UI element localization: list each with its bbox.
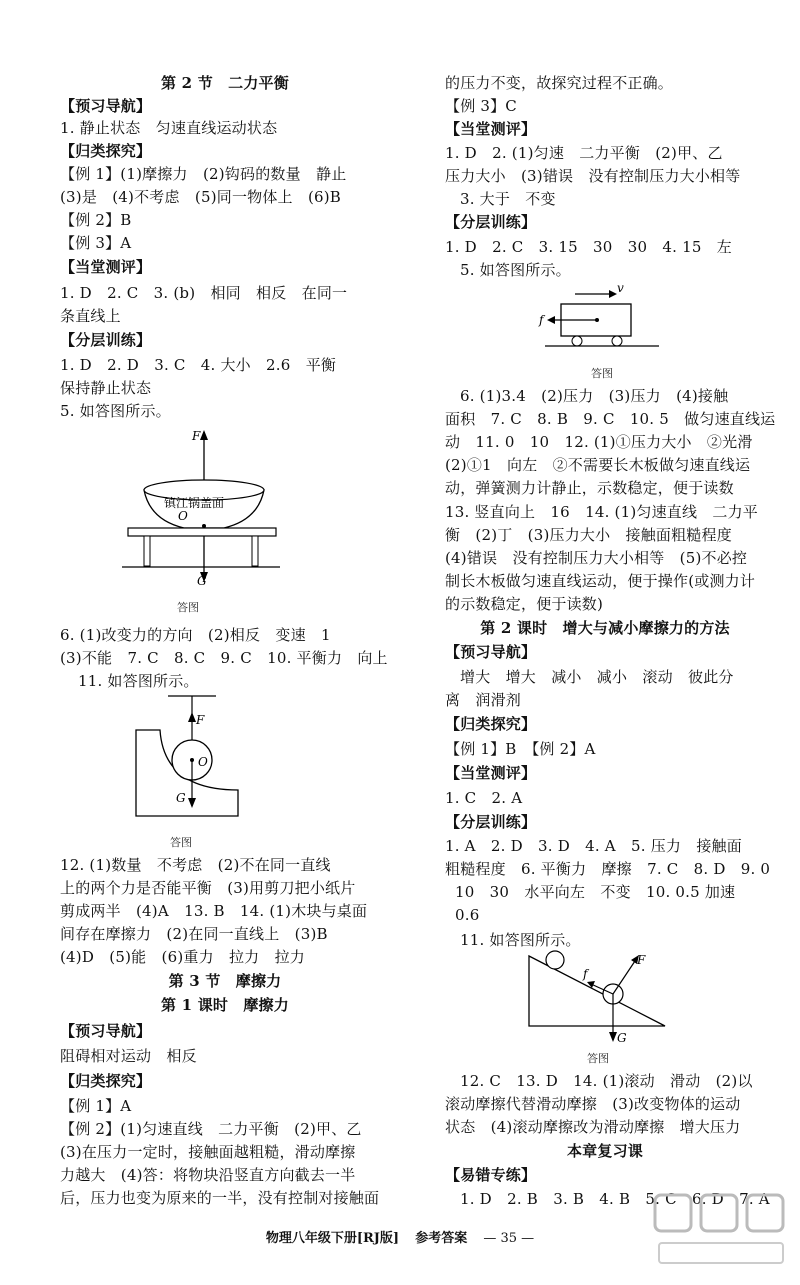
example-1-line-1: 【例 1】(1)摩擦力 (2)钩码的数量 静止	[60, 165, 347, 183]
friction-label-f: f	[583, 967, 588, 981]
answer-12-line-1: 12. (1)数量 不考虑 (2)不在同一直线	[60, 856, 331, 874]
friction-label-f: f	[539, 313, 544, 327]
explore-2-heading: 【归类探究】	[60, 1072, 152, 1090]
class-test-2-heading: 【当堂测评】	[445, 764, 537, 782]
lesson-2-title: 第 2 课时 增大与减小摩擦力的方法	[480, 619, 730, 637]
answer-11: 11. 如答图所示。	[460, 931, 581, 949]
preview-line-1: 增大 增大 减小 减小 滚动 彼此分	[460, 668, 734, 686]
figure-3-caption: 答图	[591, 367, 613, 380]
answer-6-line-4: (2)①1 向左 ②不需要长木板做匀速直线运	[445, 456, 751, 474]
answer-5: 5. 如答图所示。	[460, 261, 571, 279]
figure-2-caption: 答图	[170, 836, 192, 849]
answer-12-line-3: 剪成两半 (4)A 13. B 14. (1)木块与桌面	[60, 902, 368, 920]
figure-incline	[525, 950, 675, 1050]
answer-6-line-2: 面积 7. C 8. B 9. C 10. 5 做匀速直线运	[445, 410, 776, 428]
answer-13-line-4: 制长木板做匀速直线运动，便于操作(或测力计	[445, 572, 756, 590]
answer-13-line-1: 13. 竖直向上 16 14. (1)匀速直线 二力平	[445, 503, 758, 521]
error-heading: 【易错专练】	[445, 1166, 537, 1184]
layered-heading: 【分层训练】	[60, 331, 152, 349]
explore-heading: 【归类探究】	[445, 715, 537, 733]
preview-heading: 【预习导航】	[60, 97, 152, 115]
explore-heading: 【归类探究】	[60, 142, 152, 160]
review-title: 本章复习课	[566, 1142, 643, 1160]
figure-1-caption: 答图	[177, 601, 199, 614]
preview-line-2: 离 润滑剂	[445, 691, 522, 709]
example-2b-line-3: 力越大 (4)答：将物块沿竖直方向截去一半	[60, 1166, 356, 1184]
class-test-line-2: 压力大小 (3)错误 没有控制压力大小相等	[445, 167, 741, 185]
example-2b-line-1: 【例 2】(1)匀速直线 二力平衡 (2)甲、乙	[60, 1120, 362, 1138]
class-test-line-1: 1. D 2. C 3. (b) 相同 相反 在同一	[60, 284, 348, 302]
figure-4-caption: 答图	[587, 1052, 609, 1065]
preview-2-answer: 阻碍相对运动 相反	[60, 1047, 197, 1065]
answer-13-line-2: 衡 (2)丁 (3)压力大小 接触面粗糙程度	[445, 526, 732, 544]
layered-2-line-3: 10 30 水平向左 不变 10. 0.5 加速	[455, 883, 736, 901]
answer-6-line-5: 动，弹簧测力计静止，示数稳定，便于读数	[445, 479, 734, 497]
answer-5: 5. 如答图所示。	[60, 402, 171, 420]
force-label-f: F	[196, 713, 205, 727]
point-o-label: O	[198, 755, 208, 769]
velocity-label: v	[617, 281, 624, 295]
layered-heading: 【分层训练】	[445, 213, 537, 231]
gravity-label-g: G	[617, 1031, 627, 1045]
class-test-line-2: 条直线上	[60, 307, 121, 325]
footer-page-number: — 35 —	[483, 1231, 535, 1246]
answer-13-line-5: 的示数稳定，便于读数)	[445, 595, 604, 613]
example-3: 【例 3】A	[60, 234, 132, 252]
figure-cart	[535, 280, 665, 352]
preview-heading: 【预习导航】	[445, 643, 537, 661]
bowl-text: 镇江锅盖面	[164, 496, 225, 510]
continued-line: 的压力不变，故探究过程不正确。	[445, 74, 674, 92]
gravity-label-g: G	[197, 574, 207, 588]
footer-answers: 参考答案	[415, 1231, 468, 1246]
answer-6-line-1: 6. (1)改变力的方向 (2)相反 变速 1	[60, 626, 331, 644]
example-1-line-2: (3)是 (4)不考虑 (5)同一物体上 (6)B	[60, 188, 342, 206]
class-test-line-3: 3. 大于 不变	[460, 190, 556, 208]
answer-11: 11. 如答图所示。	[78, 672, 199, 690]
answer-12-line-5: (4)D (5)能 (6)重力 拉力 拉力	[60, 948, 305, 966]
class-test-heading: 【当堂测评】	[60, 258, 152, 276]
gravity-label-g: G	[176, 791, 186, 805]
class-test-2-line: 1. C 2. A	[445, 789, 523, 807]
answer-12-line-2: 上的两个力是否能平衡 (3)用剪刀把小纸片	[60, 879, 356, 897]
answer-12-line-2: 滚动摩擦代替滑动摩擦 (3)改变物体的运动	[445, 1095, 741, 1113]
answer-6-line-3: 动 11. 0 10 12. (1)①压力大小 ②光滑	[445, 433, 753, 451]
answer-6-line-2: (3)不能 7. C 8. C 9. C 10. 平衡力 向上	[60, 649, 388, 667]
example-2: 【例 2】B	[60, 211, 132, 229]
error-line: 1. D 2. B 3. B 4. B 5. C 6. D 7. A	[460, 1190, 770, 1208]
answer-12-line-1: 12. C 13. D 14. (1)滚动 滑动 (2)以	[460, 1072, 753, 1090]
lesson-1-title: 第 1 课时 摩擦力	[161, 996, 289, 1014]
force-label-f: F	[192, 429, 201, 443]
preview-2-heading: 【预习导航】	[60, 1022, 152, 1040]
point-o-label: O	[178, 509, 188, 523]
layered-line-1: 1. D 2. C 3. 15 30 30 4. 15 左	[445, 238, 732, 256]
class-test-heading: 【当堂测评】	[445, 120, 537, 138]
watermark-logo	[645, 1187, 795, 1277]
answer-13-line-3: (4)错误 没有控制压力大小相等 (5)不必控	[445, 549, 748, 567]
example-line: 【例 1】B 【例 2】A	[445, 740, 596, 758]
layered-line-1: 1. D 2. D 3. C 4. 大小 2.6 平衡	[60, 356, 337, 374]
layered-2-line-2: 粗糙程度 6. 平衡力 摩擦 7. C 8. D 9. 0	[445, 860, 771, 878]
section-3-title: 第 3 节 摩擦力	[168, 972, 282, 990]
figure-bowl-on-table	[120, 422, 280, 622]
section-title: 第 2 节 二力平衡	[161, 74, 289, 92]
preview-answer: 1. 静止状态 匀速直线运动状态	[60, 119, 278, 137]
example-2b-line-4: 后，压力也变为原来的一半，没有控制对接触面	[60, 1189, 380, 1207]
example-1b: 【例 1】A	[60, 1097, 132, 1115]
normal-force-label: F	[637, 953, 646, 967]
answer-12-line-3: 状态 (4)滚动摩擦改为滑动摩擦 增大压力	[445, 1118, 741, 1136]
layered-2-line-4: 0.6	[455, 906, 480, 924]
layered-line-2: 保持静止状态	[60, 379, 152, 397]
layered-2-heading: 【分层训练】	[445, 813, 537, 831]
answer-6-line-1: 6. (1)3.4 (2)压力 (3)压力 (4)接触	[460, 387, 729, 405]
footer-subject: 物理八年级下册[RJ版]	[265, 1231, 400, 1246]
answer-12-line-4: 间存在摩擦力 (2)在同一直线上 (3)B	[60, 925, 328, 943]
example-3: 【例 3】C	[445, 97, 517, 115]
example-2b-line-2: (3)在压力一定时，接触面越粗糙，滑动摩擦	[60, 1143, 356, 1161]
figure-ball-on-curve	[128, 690, 258, 830]
class-test-line-1: 1. D 2. (1)匀速 二力平衡 (2)甲、乙	[445, 144, 723, 162]
layered-2-line-1: 1. A 2. D 3. D 4. A 5. 压力 接触面	[445, 837, 742, 855]
